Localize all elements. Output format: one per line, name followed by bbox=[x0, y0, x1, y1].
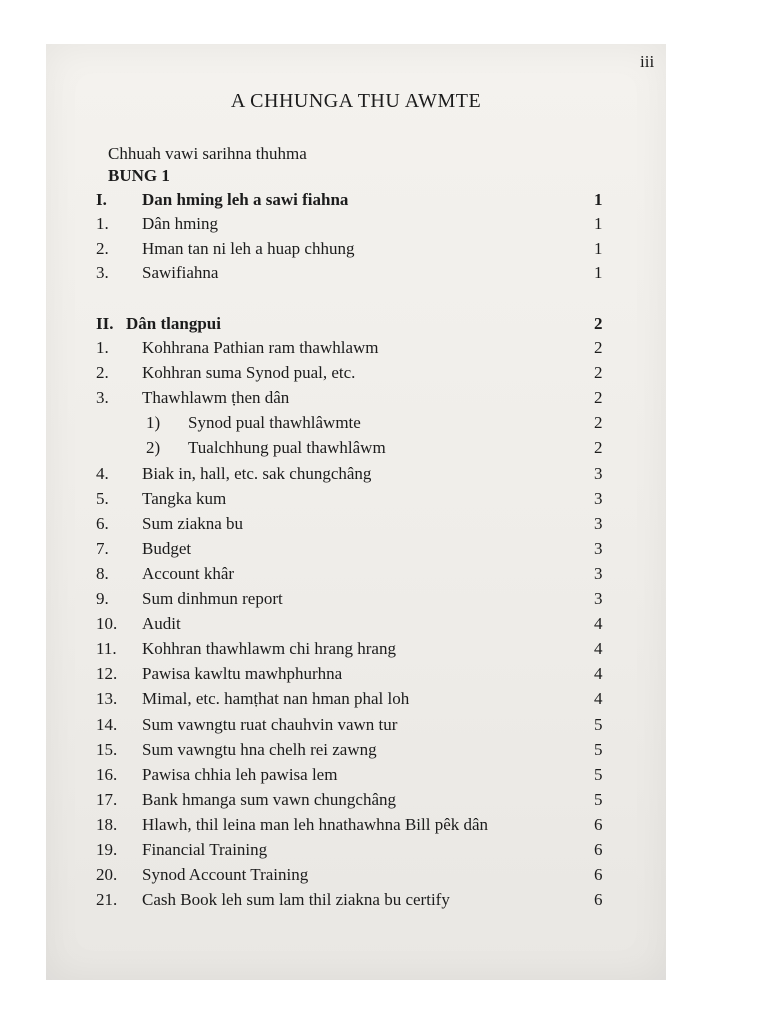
toc-entry-page: 1 bbox=[594, 214, 603, 233]
toc-entry bbox=[46, 890, 666, 914]
toc-entry-page: 4 bbox=[594, 639, 603, 659]
toc-entry-title: Hman tan ni leh a huap chhung bbox=[142, 238, 355, 258]
toc-entry bbox=[46, 815, 666, 839]
toc-entry-number: 12. bbox=[96, 664, 118, 684]
section-heading: BUNG 1 bbox=[108, 166, 170, 185]
part1-text: Dan hming leh a sawi fiahna bbox=[142, 190, 349, 209]
part2-text: Dân tlangpui bbox=[126, 314, 221, 333]
toc-entry-number: 16. bbox=[96, 764, 118, 784]
intro-line: Chhuah vawi sarihna thuhma bbox=[108, 144, 307, 163]
toc-entry bbox=[46, 464, 666, 488]
part1-num: I. bbox=[96, 190, 107, 209]
toc-entry-page: 3 bbox=[594, 513, 603, 533]
toc-entry-number: 7. bbox=[96, 538, 109, 558]
toc-entry-number: 3. bbox=[96, 388, 109, 408]
toc-entry-number: 2. bbox=[96, 363, 109, 383]
toc-entry-page: 6 bbox=[594, 840, 603, 859]
toc-entry-title: Audit bbox=[142, 614, 181, 634]
toc-entry bbox=[46, 388, 666, 412]
toc-entry-page: 4 bbox=[594, 664, 603, 684]
part2-heading bbox=[46, 314, 666, 338]
toc-entry bbox=[46, 865, 666, 889]
book-page bbox=[46, 44, 666, 980]
toc-entry bbox=[46, 715, 666, 739]
toc-entry-title: Mimal, etc. hamṭhat nan hman phal loh bbox=[142, 689, 410, 709]
toc-entry-title: Synod pual thawhlâwmte bbox=[188, 413, 361, 433]
toc-entry-title: Bank hmanga sum vawn chungchâng bbox=[142, 789, 396, 809]
toc-entry-page: 2 bbox=[594, 413, 603, 433]
toc-entry-number: 6. bbox=[96, 513, 109, 533]
toc-entry-number: 9. bbox=[96, 589, 109, 608]
toc-entry bbox=[46, 765, 666, 789]
toc-entry-number: 19. bbox=[96, 840, 118, 859]
toc-entry-page: 5 bbox=[594, 764, 603, 784]
toc-entry-title: Budget bbox=[142, 538, 192, 558]
toc-entry-page: 3 bbox=[594, 538, 603, 558]
toc-entry-number: 15. bbox=[96, 739, 118, 759]
part2-page: 2 bbox=[594, 314, 603, 333]
toc-entry-page: 3 bbox=[594, 589, 603, 608]
toc-entry-number: 13. bbox=[96, 689, 118, 709]
page-number: iii bbox=[640, 52, 655, 71]
toc-entry bbox=[46, 639, 666, 663]
toc-entry-page: 4 bbox=[594, 614, 603, 634]
toc-entry bbox=[46, 664, 666, 688]
toc-entry bbox=[46, 214, 666, 238]
toc-entry-number: 20. bbox=[96, 865, 118, 885]
toc-entry-title: Pawisa chhia leh pawisa lem bbox=[142, 764, 338, 784]
toc-entry-title: Sum ziakna bu bbox=[142, 513, 244, 533]
toc-entry-page: 2 bbox=[594, 338, 603, 357]
toc-entry-title: Tualchhung pual thawhlâwm bbox=[188, 438, 386, 458]
part1-page: 1 bbox=[594, 190, 603, 209]
toc-entry bbox=[46, 614, 666, 638]
toc-entry bbox=[46, 438, 666, 462]
toc-entry-title: Kohhran suma Synod pual, etc. bbox=[142, 363, 356, 383]
toc-entry-page: 3 bbox=[594, 563, 603, 583]
toc-entry bbox=[46, 489, 666, 513]
toc-entry-page: 3 bbox=[594, 463, 603, 483]
toc-entry-page: 5 bbox=[594, 714, 603, 734]
toc-entry-number: 4. bbox=[96, 463, 109, 483]
toc-entry-page: 6 bbox=[594, 890, 603, 910]
toc-entry-title: Cash Book leh sum lam thil ziakna bu certify bbox=[142, 890, 450, 910]
toc-entry-number: 17. bbox=[96, 789, 118, 809]
toc-entry-page: 6 bbox=[594, 865, 603, 885]
toc-entry bbox=[46, 564, 666, 588]
toc-entry bbox=[46, 338, 666, 362]
toc-entry-number: 8. bbox=[96, 563, 109, 583]
toc-entry-title: Kohhrana Pathian ram thawhlawm bbox=[142, 338, 379, 357]
part1-heading bbox=[46, 190, 666, 214]
toc-entry-page: 3 bbox=[594, 488, 603, 508]
toc-entry bbox=[46, 363, 666, 387]
toc-entry bbox=[46, 689, 666, 713]
toc-entry-title: Dân hming bbox=[142, 214, 219, 233]
toc-entry bbox=[46, 263, 666, 287]
toc-entry bbox=[46, 589, 666, 613]
toc-entry-number: 1. bbox=[96, 214, 109, 233]
toc-entry-page: 5 bbox=[594, 739, 603, 759]
toc-entry-page: 5 bbox=[594, 789, 603, 809]
toc-entry-title: Kohhran thawhlawm chi hrang hrang bbox=[142, 639, 396, 659]
page-title: A CHHUNGA THU AWMTE bbox=[230, 90, 482, 112]
toc-entry-page: 2 bbox=[594, 438, 603, 458]
toc-entry-title: Biak in, hall, etc. sak chungchâng bbox=[142, 463, 372, 483]
toc-entry-number: 1. bbox=[96, 338, 109, 357]
toc-entry bbox=[46, 740, 666, 764]
toc-entry-title: Synod Account Training bbox=[142, 865, 309, 885]
toc-entry-title: Sum vawngtu hna chelh rei zawng bbox=[142, 739, 377, 759]
toc-entry-page: 1 bbox=[594, 263, 603, 282]
toc-entry-page: 2 bbox=[594, 388, 603, 408]
toc-entry bbox=[46, 790, 666, 814]
toc-entry-number: 2. bbox=[96, 238, 109, 258]
toc-entry-page: 6 bbox=[594, 814, 603, 834]
toc-entry-title: Account khâr bbox=[142, 563, 235, 583]
toc-entry-title: Financial Training bbox=[142, 840, 268, 859]
toc-entry bbox=[46, 539, 666, 563]
toc-entry-title: Sum vawngtu ruat chauhvin vawn tur bbox=[142, 714, 398, 734]
toc-entry-number: 11. bbox=[96, 639, 117, 659]
toc-entry bbox=[46, 840, 666, 864]
toc-entry-page: 4 bbox=[594, 689, 603, 709]
toc-entry-number: 5. bbox=[96, 488, 109, 508]
toc-entry bbox=[46, 514, 666, 538]
part2-num: II. bbox=[96, 314, 114, 333]
toc-entry-number: 21. bbox=[96, 890, 118, 910]
toc-entry-title: Pawisa kawltu mawhphurhna bbox=[142, 664, 343, 684]
toc-entry bbox=[46, 413, 666, 437]
toc-entry-number: 14. bbox=[96, 714, 118, 734]
toc-entry-page: 1 bbox=[594, 238, 603, 258]
toc-entry-number: 18. bbox=[96, 814, 118, 834]
toc-entry-number: 10. bbox=[96, 614, 118, 634]
toc-entry bbox=[46, 239, 666, 263]
toc-entry-title: Sum dinhmun report bbox=[142, 589, 283, 608]
toc-entry-number: 3. bbox=[96, 263, 109, 282]
toc-entry-number: 1) bbox=[146, 413, 161, 433]
toc-entry-title: Tangka kum bbox=[142, 488, 227, 508]
toc-entry-title: Hlawh, thil leina man leh hnathawhna Bill pêk dân bbox=[142, 814, 489, 834]
toc-entry-title: Sawifiahna bbox=[142, 263, 219, 282]
toc-entry-title: Thawhlawm ṭhen dân bbox=[142, 388, 290, 408]
toc-entry-page: 2 bbox=[594, 363, 603, 383]
toc-entry-number: 2) bbox=[146, 438, 161, 458]
